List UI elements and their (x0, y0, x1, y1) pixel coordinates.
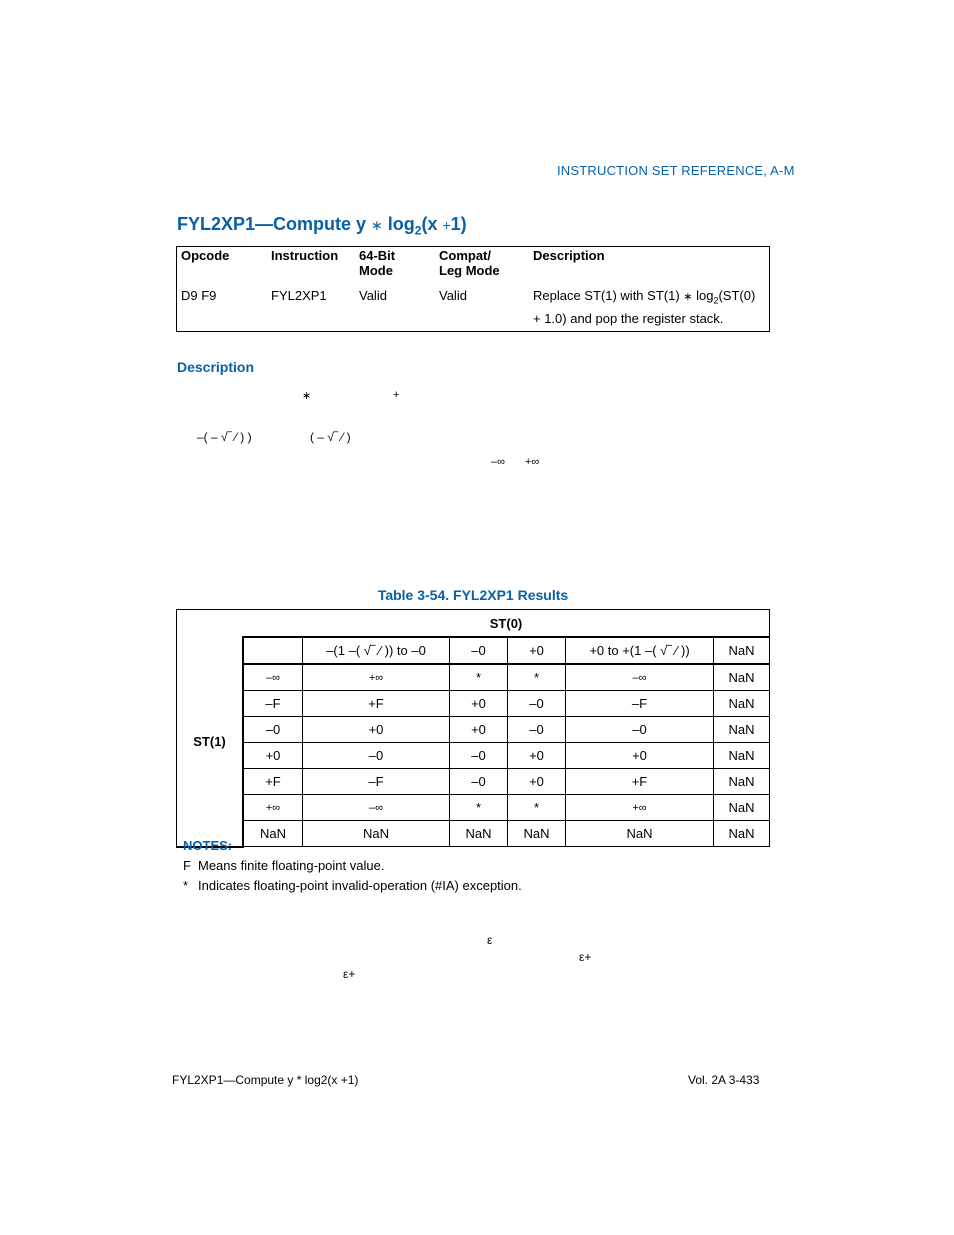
fragment-plus: + (393, 389, 400, 401)
table-cell: –∞ (303, 795, 450, 821)
table-cell: NaN (714, 664, 770, 691)
fragment-epsilon-plus: ε+ (579, 950, 592, 964)
footer-left: FYL2XP1—Compute y * log2(x +1) (172, 1073, 359, 1087)
table-cell: +0 (303, 717, 450, 743)
table-cell: +∞ (243, 795, 303, 821)
st1-group-header: ST(1) (177, 637, 244, 847)
description-header: Description (533, 248, 605, 263)
col-header: –(1 –( √‾ ⁄ )) to –0 (303, 637, 450, 664)
table-cell: +0 (243, 743, 303, 769)
table-row (177, 717, 770, 743)
mode64-header: 64-Bit Mode (359, 248, 396, 278)
note-item: F Means finite floating-point value. (183, 858, 385, 873)
table-cell: –F (303, 769, 450, 795)
table-cell: +∞ (566, 795, 714, 821)
table-cell: NaN (243, 821, 303, 847)
notes-heading: NOTES: (183, 838, 233, 853)
table-cell: * (450, 795, 508, 821)
table-row (177, 769, 770, 795)
table-cell: –0 (566, 717, 714, 743)
col-header (243, 637, 303, 664)
table-cell: –0 (450, 743, 508, 769)
results-corner (177, 610, 244, 638)
table-cell: +F (303, 691, 450, 717)
table-cell: NaN (728, 826, 755, 841)
table-cell: –F (566, 691, 714, 717)
table-cell: –0 (508, 691, 566, 717)
fragment-epsilon: ε (487, 933, 493, 947)
table-cell: NaN (566, 821, 714, 847)
table-cell: +0 (508, 769, 566, 795)
fragment-epsilon-plus-2: ε+ (343, 967, 356, 981)
table-cell: +0 (508, 743, 566, 769)
table-cell: –0 (508, 717, 566, 743)
table-cell: +F (566, 769, 714, 795)
table-cell: NaN (450, 821, 508, 847)
page-title: FYL2XP1—Compute y ∗ $\log_2(x +1)$ (177, 214, 467, 238)
table-row (177, 821, 770, 847)
fragment-multiply: ∗ (302, 390, 312, 402)
instruction-cell: FYL2XP1 (271, 288, 327, 303)
table-cell: +0 (450, 717, 508, 743)
table-cell: NaN (714, 795, 770, 821)
table-cell: NaN (714, 717, 770, 743)
mode64-cell: Valid (359, 288, 387, 303)
table-cell: –0 (243, 717, 303, 743)
results-table-caption: Table 3-54. FYL2XP1 Results (377, 587, 569, 603)
fragment-range-high: ( – √‾ ⁄ ) (310, 430, 351, 444)
col-header: NaN (714, 637, 770, 664)
table-cell: –∞ (566, 664, 714, 691)
table-cell: +0 (566, 743, 714, 769)
running-header: INSTRUCTION SET REFERENCE, A-M (557, 163, 795, 178)
table-cell: +0 (450, 691, 508, 717)
opcode-table (176, 246, 770, 332)
table-cell: –0 (450, 769, 508, 795)
col-header: +0 (508, 637, 566, 664)
compat-header: Compat/ Leg Mode (439, 248, 500, 278)
table-cell: NaN (714, 769, 770, 795)
fragment-range-low: –( – √‾ ⁄ ) ) (197, 430, 252, 444)
table-cell: +∞ (303, 664, 450, 691)
description-cell: Replace ST(1) with ST(1) ∗ $\log_2(ST(0)$ + 1.0) and pop the register stack. (533, 288, 756, 326)
table-row (177, 795, 770, 821)
fragment-pos-inf: +∞ (525, 456, 540, 468)
table-row (177, 664, 770, 691)
description-heading: Description (177, 359, 255, 375)
table-cell: * (508, 664, 566, 691)
col-header: +0 to +(1 –( √‾ ⁄ )) (566, 637, 714, 664)
results-table (176, 609, 770, 848)
opcode-header: Opcode (181, 248, 230, 263)
table-cell: NaN (508, 821, 566, 847)
table-cell: –∞ (243, 664, 303, 691)
st0-group-header: ST(0) (243, 610, 770, 638)
table-cell: NaN (714, 743, 770, 769)
table-cell: +F (243, 769, 303, 795)
col-header: –0 (450, 637, 508, 664)
table-cell: –F (243, 691, 303, 717)
opcode-cell: D9 F9 (181, 288, 217, 303)
table-cell: NaN (303, 821, 450, 847)
table-row (177, 691, 770, 717)
table-cell: * (508, 795, 566, 821)
fragment-neg-inf: –∞ (491, 456, 505, 468)
note-item: * Indicates floating-point invalid-operation (#IA) exception. (183, 878, 522, 893)
table-cell: * (450, 664, 508, 691)
compat-cell: Valid (439, 288, 467, 303)
footer-page: Vol. 2A 3-433 (688, 1073, 760, 1087)
table-cell: –0 (303, 743, 450, 769)
table-cell: NaN (714, 691, 770, 717)
instruction-header: Instruction (271, 248, 339, 263)
table-row (177, 743, 770, 769)
